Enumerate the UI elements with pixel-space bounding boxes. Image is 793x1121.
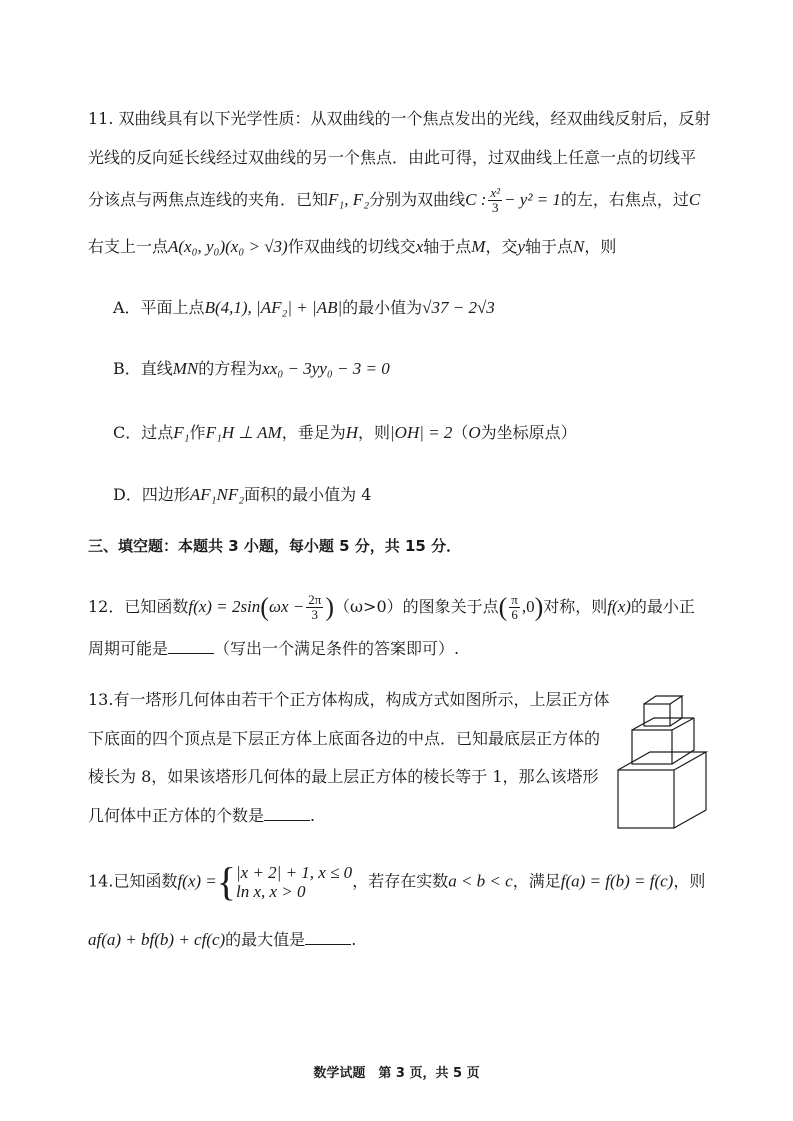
option-text: B．直线	[113, 359, 173, 378]
option-text: C．过点	[113, 423, 174, 442]
q14-math: af(a) + bf(b) + cf(c)	[88, 930, 226, 949]
answer-blank[interactable]	[264, 806, 310, 821]
option-math: F₁	[173, 423, 190, 442]
q12-fraction-1	[306, 593, 323, 622]
q11-line-1	[88, 108, 733, 130]
q12-text: 对称，则	[543, 597, 608, 616]
q12-text: （写出一个满足条件的答案即可）.	[214, 639, 460, 658]
q11-text: 作双曲线的切线交	[287, 237, 416, 256]
q14-text: ，则	[673, 871, 706, 891]
q11-text: 的左，右焦点，过	[560, 190, 689, 209]
q14-line-1	[88, 859, 733, 904]
case-1: |x + 2| + 1, x ≤ 0	[235, 863, 353, 882]
q11-math: − y² = 1	[504, 190, 561, 209]
q12-text: 周期可能是	[88, 639, 169, 658]
q14-text: ，满足	[512, 871, 561, 891]
q11-math: y	[517, 237, 526, 256]
q12-math: f(x)	[607, 597, 631, 616]
cube-tower-figure	[612, 692, 724, 832]
page-footer: 数学试题 第 3 页，共 5 页	[313, 1066, 480, 1081]
q11-line-4	[88, 236, 733, 258]
bottom-cube-front	[618, 770, 674, 828]
option-text: ，则	[357, 423, 390, 442]
q11-text: ，则	[584, 237, 617, 256]
q11-math: C :	[465, 190, 487, 209]
q12-math: f(x) = 2sin	[188, 597, 261, 616]
q12-math: ,0	[521, 597, 535, 616]
q11-option-b	[113, 358, 733, 380]
q12-line-1	[88, 593, 733, 622]
answer-blank[interactable]	[168, 639, 214, 654]
option-math: xx₀ − 3yy₀ − 3 = 0	[262, 359, 390, 378]
q12-text: （ω>0）的图象关于点	[333, 597, 499, 616]
q12-fraction-2	[509, 593, 520, 622]
q11-math: M	[471, 237, 486, 256]
q11-text: 分该点与两焦点连线的夹角．已知	[88, 190, 329, 209]
q14-math: f(x) =	[177, 871, 217, 891]
option-math: √37 − 2√3	[422, 298, 495, 317]
q14-text: 的最大值是	[225, 930, 306, 949]
option-text: 作	[189, 423, 206, 442]
q11-text: 轴于点	[423, 237, 472, 256]
q11-math: N	[573, 237, 585, 256]
q14-line-2	[88, 929, 733, 951]
q14-text: .	[351, 930, 357, 949]
q14-text: 14.已知函数	[88, 871, 178, 891]
option-math: B(4,1), |AF₂| + |AB|	[204, 298, 343, 317]
case-2: ln x, x > 0	[235, 882, 306, 901]
paren-close: )	[534, 592, 544, 622]
middle-cube-top	[632, 718, 694, 730]
q11-option-a	[113, 297, 733, 319]
q11-text: 分别为双曲线	[369, 190, 466, 209]
option-text: D．四边形	[113, 485, 190, 504]
q13-text: 13.有一塔形几何体由若干个正方体构成，构成方式如图所示，上层正方体	[88, 690, 610, 709]
fraction-denominator: 3	[491, 200, 499, 215]
option-math: H	[345, 423, 358, 442]
fraction-denominator: 6	[511, 607, 518, 622]
q11-math: A(x₀, y₀)(x₀ > √3)	[168, 237, 288, 256]
q11-line-3	[88, 186, 733, 215]
option-text: 面积的最小值为 4	[244, 485, 372, 504]
option-math: |OH| = 2	[390, 423, 453, 442]
q11-text: 轴于点	[525, 237, 574, 256]
q11-option-d	[113, 484, 733, 506]
fraction-denominator: 3	[311, 607, 319, 622]
q13-text: .	[310, 806, 316, 825]
paren-open: (	[260, 592, 269, 622]
piecewise-cases	[236, 863, 352, 901]
option-text: 的方程为	[198, 359, 263, 378]
option-text: A．平面上点	[113, 298, 205, 317]
q13-text: 棱长为 8，如果该塔形几何体的最上层正方体的棱长等于 1，那么该塔形	[88, 767, 599, 786]
option-text: 为坐标原点）	[480, 423, 577, 442]
fraction-numerator: 2π	[308, 592, 322, 607]
fraction-numerator: π	[511, 592, 518, 607]
q13-text: 下底面的四个顶点是下层正方体上底面各边的中点．已知最底层正方体的	[88, 729, 601, 748]
q11-option-c	[113, 422, 733, 444]
option-math: AF₁NF₂	[189, 485, 245, 504]
option-text: ，垂足为	[281, 423, 346, 442]
q11-math: C	[688, 190, 701, 209]
piecewise-brace: {	[216, 859, 236, 904]
q12-text: 12．已知函数	[88, 597, 189, 616]
q11-line-2	[88, 147, 733, 169]
q11-text: 光线的反向延长线经过双曲线的另一个焦点．由此可得，过双曲线上任意一点的切线平	[88, 148, 697, 167]
option-math: MN	[172, 359, 199, 378]
q11-text: ，交	[485, 237, 518, 256]
q11-math: F₁, F₂	[328, 190, 370, 209]
option-math: O	[468, 423, 481, 442]
q11-text: 右支上一点	[88, 237, 169, 256]
q14-math: f(a) = f(b) = f(c)	[560, 871, 674, 891]
option-text: 的最小值为	[342, 298, 423, 317]
option-math: F₁H ⊥ AM	[205, 423, 282, 442]
top-cube-front	[644, 704, 670, 726]
q11-math: x	[415, 237, 424, 256]
middle-cube-side	[672, 718, 694, 764]
section-heading	[88, 535, 733, 557]
q12-math: ωx −	[268, 597, 305, 616]
top-cube-top	[644, 696, 682, 704]
q12-line-2	[88, 638, 733, 660]
q14-math: a < b < c	[448, 871, 513, 891]
fraction-numerator: x²	[490, 185, 501, 200]
q11-text: 11. 双曲线具有以下光学性质：从双曲线的一个焦点发出的光线，经双曲线反射后，反射	[88, 109, 711, 128]
q14-text: ，若存在实数	[352, 871, 449, 891]
q13-text: 几何体中正方体的个数是	[88, 806, 265, 825]
answer-blank[interactable]	[305, 930, 351, 945]
q11-fraction	[488, 186, 502, 215]
option-text: （	[452, 423, 469, 442]
bottom-cube-top	[618, 752, 706, 770]
section-title: 三、填空题：本题共 3 小题，每小题 5 分，共 15 分．	[88, 537, 462, 555]
q12-text: 的最小正	[630, 597, 695, 616]
paren-open: (	[498, 592, 508, 622]
paren-close: )	[325, 592, 334, 622]
bottom-cube-side	[674, 752, 706, 828]
